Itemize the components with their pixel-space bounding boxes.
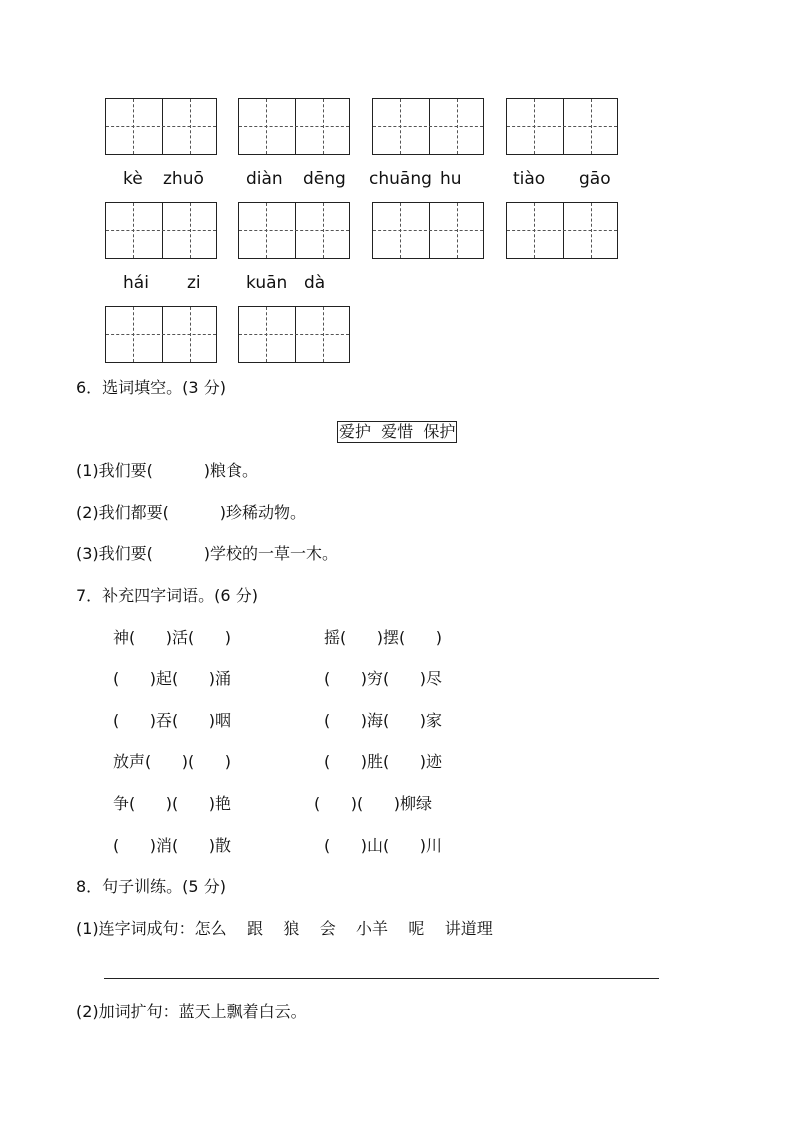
- question-6-item: (3)我们要( )学校的一草一木。: [76, 544, 339, 563]
- idiom-blank[interactable]: ( )穷( )尽: [324, 669, 443, 688]
- pinyin: kè: [123, 169, 143, 189]
- pinyin: kuān: [246, 273, 288, 293]
- pinyin: tiào: [513, 169, 546, 189]
- pinyin: zi: [187, 273, 201, 293]
- idiom-blank[interactable]: ( )消( )散: [113, 836, 232, 855]
- pinyin: hu: [440, 169, 462, 189]
- pinyin: hái: [123, 273, 149, 293]
- idiom-blank[interactable]: ( )起( )涌: [113, 669, 232, 688]
- pinyin: zhuō: [163, 169, 204, 189]
- question-6-item: (2)我们都要( )珍稀动物。: [76, 503, 307, 522]
- idiom-blank[interactable]: ( )吞( )咽: [113, 711, 232, 730]
- answer-line[interactable]: [104, 978, 659, 979]
- writing-grid[interactable]: [372, 98, 484, 155]
- pinyin: gāo: [579, 169, 611, 189]
- writing-grid[interactable]: [506, 98, 618, 155]
- pinyin: dēng: [303, 169, 346, 189]
- writing-grid[interactable]: [105, 202, 217, 259]
- writing-grid[interactable]: [238, 202, 350, 259]
- idiom-blank[interactable]: ( )山( )川: [324, 836, 443, 855]
- idiom-blank[interactable]: 神( )活( ): [113, 628, 232, 647]
- idiom-blank[interactable]: 争( )( )艳: [113, 794, 232, 813]
- idiom-blank[interactable]: ( )海( )家: [324, 711, 443, 730]
- idiom-blank[interactable]: ( )( )柳绿: [314, 794, 433, 813]
- question-6-item: (1)我们要( )粮食。: [76, 461, 259, 480]
- writing-grid[interactable]: [506, 202, 618, 259]
- writing-grid[interactable]: [105, 306, 217, 363]
- question-8-item-1: (1)连字词成句：怎么 跟 狼 会 小羊 呢 讲道理: [76, 919, 493, 938]
- word-choice-box: 爱护 爱惜 保护: [339, 422, 456, 441]
- pinyin: chuāng: [369, 169, 432, 189]
- question-7-title: 7．补充四字词语。(6 分): [76, 586, 258, 605]
- writing-grid[interactable]: [372, 202, 484, 259]
- pinyin: dà: [304, 273, 326, 293]
- writing-grid[interactable]: [238, 306, 350, 363]
- writing-grid[interactable]: [238, 98, 350, 155]
- idiom-blank[interactable]: ( )胜( )迹: [324, 752, 443, 771]
- idiom-blank[interactable]: 摇( )摆( ): [324, 628, 443, 647]
- question-8-title: 8．句子训练。(5 分): [76, 877, 226, 896]
- idiom-blank[interactable]: 放声( )( ): [113, 752, 232, 771]
- question-8-item-2: (2)加词扩句：蓝天上飘着白云。: [76, 1002, 307, 1021]
- question-6-title: 6．选词填空。(3 分): [76, 378, 226, 397]
- pinyin: diàn: [246, 169, 283, 189]
- writing-grid[interactable]: [105, 98, 217, 155]
